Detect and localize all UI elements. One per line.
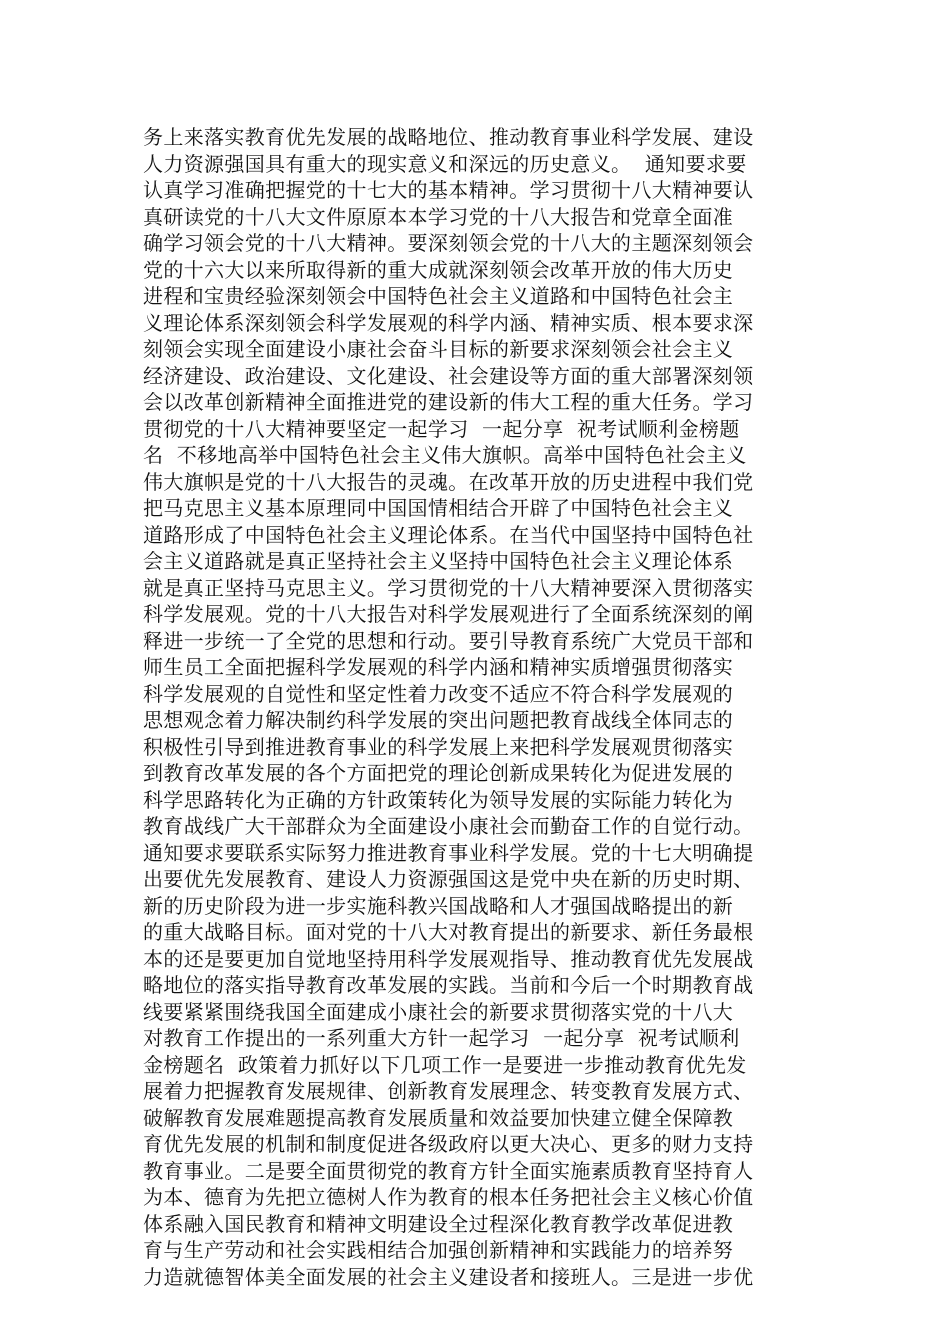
text-line: 对教育工作提出的一系列重大方针一起学习 一起分享 祝考试顺利 xyxy=(143,1026,740,1050)
text-line: 人力资源强国具有重大的现实意义和深远的历史意义。 通知要求要 xyxy=(143,151,747,176)
text-line: 把马克思主义基本原理同中国国情相结合开辟了中国特色社会主义 xyxy=(143,496,734,520)
text-line: 思想观念着力解决制约科学发展的突出问题把教育战线全体同志的 xyxy=(143,708,734,732)
text-line: 会主义道路就是真正坚持社会主义坚持中国特色社会主义理论体系 xyxy=(143,549,734,573)
text-line: 本的还是要更加自觉地坚持用科学发展观指导、推动教育优先发展战 xyxy=(143,946,754,971)
text-line: 道路形成了中国特色社会主义理论体系。在当代中国坚持中国特色社 xyxy=(143,522,754,547)
text-line: 教育战线广大干部群众为全面建设小康社会而勤奋工作的自觉行动。 xyxy=(143,814,754,838)
text-line: 到教育改革发展的各个方面把党的理论创新成果转化为促进发展的 xyxy=(143,761,734,785)
text-line: 积极性引导到推进教育事业的科学发展上来把科学发展观贯彻落实 xyxy=(143,734,734,759)
text-line: 确学习领会党的十八大精神。要深刻领会党的十八大的主题深刻领会 xyxy=(143,231,754,255)
text-line: 贯彻党的十八大精神要坚定一起学习 一起分享 祝考试顺利金榜题 xyxy=(143,416,740,441)
text-line: 展着力把握教育发展规律、创新教育发展理念、转变教育发展方式、 xyxy=(143,1079,754,1103)
text-line: 破解教育发展难题提高教育发展质量和效益要加快建立健全保障教 xyxy=(143,1105,734,1130)
text-line: 体系融入国民教育和精神文明建设全过程深化教育教学改革促进教 xyxy=(143,1211,734,1236)
text-line: 略地位的落实指导教育改革发展的实践。当前和今后一个时期教育战 xyxy=(143,973,754,997)
text-line: 名 不移地高举中国特色社会主义伟大旗帜。高举中国特色社会主义 xyxy=(143,443,747,467)
text-line: 教育事业。二是要全面贯彻党的教育方针全面实施素质教育坚持育人 xyxy=(143,1158,754,1183)
text-line: 义理论体系深刻领会科学发展观的科学内涵、精神实质、根本要求深 xyxy=(143,310,754,335)
text-line: 会以改革创新精神全面推进党的建设新的伟大工程的重大任务。学习 xyxy=(143,390,754,414)
text-line: 通知要求要联系实际努力推进教育事业科学发展。党的十七大明确提 xyxy=(143,840,754,865)
text-line: 为本、德育为先把立德树人作为教育的根本任务把社会主义核心价值 xyxy=(143,1185,754,1209)
text-line: 伟大旗帜是党的十八大报告的灵魂。在改革开放的历史进程中我们党 xyxy=(143,469,754,494)
text-line: 认真学习准确把握党的十七大的基本精神。学习贯彻十八大精神要认 xyxy=(143,178,754,202)
text-line: 新的历史阶段为进一步实施科教兴国战略和人才强国战略提出的新 xyxy=(143,893,734,918)
text-line: 经济建设、政治建设、文化建设、社会建设等方面的重大部署深刻领 xyxy=(143,363,754,388)
text-line: 出要优先发展教育、建设人力资源强国这是党中央在新的历史时期、 xyxy=(143,867,754,891)
text-line: 科学思路转化为正确的方针政策转化为领导发展的实际能力转化为 xyxy=(143,787,734,812)
text-line: 线要紧紧围绕我国全面建成小康社会的新要求贯彻落实党的十八大 xyxy=(143,999,734,1024)
text-line: 刻领会实现全面建设小康社会奋斗目标的新要求深刻领会社会主义 xyxy=(143,337,734,361)
text-line: 党的十六大以来所取得新的重大成就深刻领会改革开放的伟大历史 xyxy=(143,257,734,282)
text-line: 科学发展观。党的十八大报告对科学发展观进行了全面系统深刻的阐 xyxy=(143,602,754,626)
text-line: 金榜题名 政策着力抓好以下几项工作一是要进一步推动教育优先发 xyxy=(143,1052,747,1077)
text-line: 就是真正坚持马克思主义。学习贯彻党的十八大精神要深入贯彻落实 xyxy=(143,575,754,600)
text-line: 务上来落实教育优先发展的战略地位、推动教育事业科学发展、建设 xyxy=(143,125,754,149)
text-line: 真研读党的十八大文件原原本本学习党的十八大报告和党章全面准 xyxy=(143,204,734,229)
body-text xyxy=(143,124,833,1290)
text-line: 释进一步统一了全党的思想和行动。要引导教育系统广大党员干部和 xyxy=(143,628,754,653)
text-line: 科学发展观的自觉性和坚定性着力改变不适应不符合科学发展观的 xyxy=(143,681,734,706)
text-line: 进程和宝贵经验深刻领会中国特色社会主义道路和中国特色社会主 xyxy=(143,284,734,308)
text-line: 育优先发展的机制和制度促进各级政府以更大决心、更多的财力支持 xyxy=(143,1132,754,1156)
text-line: 育与生产劳动和社会实践相结合加强创新精神和实践能力的培养努 xyxy=(143,1238,734,1262)
text-line: 师生员工全面把握科学发展观的科学内涵和精神实质增强贯彻落实 xyxy=(143,655,734,679)
text-line: 力造就德智体美全面发展的社会主义建设者和接班人。三是进一步优 xyxy=(143,1264,754,1289)
text-line: 的重大战略目标。面对党的十八大对教育提出的新要求、新任务最根 xyxy=(143,920,754,944)
